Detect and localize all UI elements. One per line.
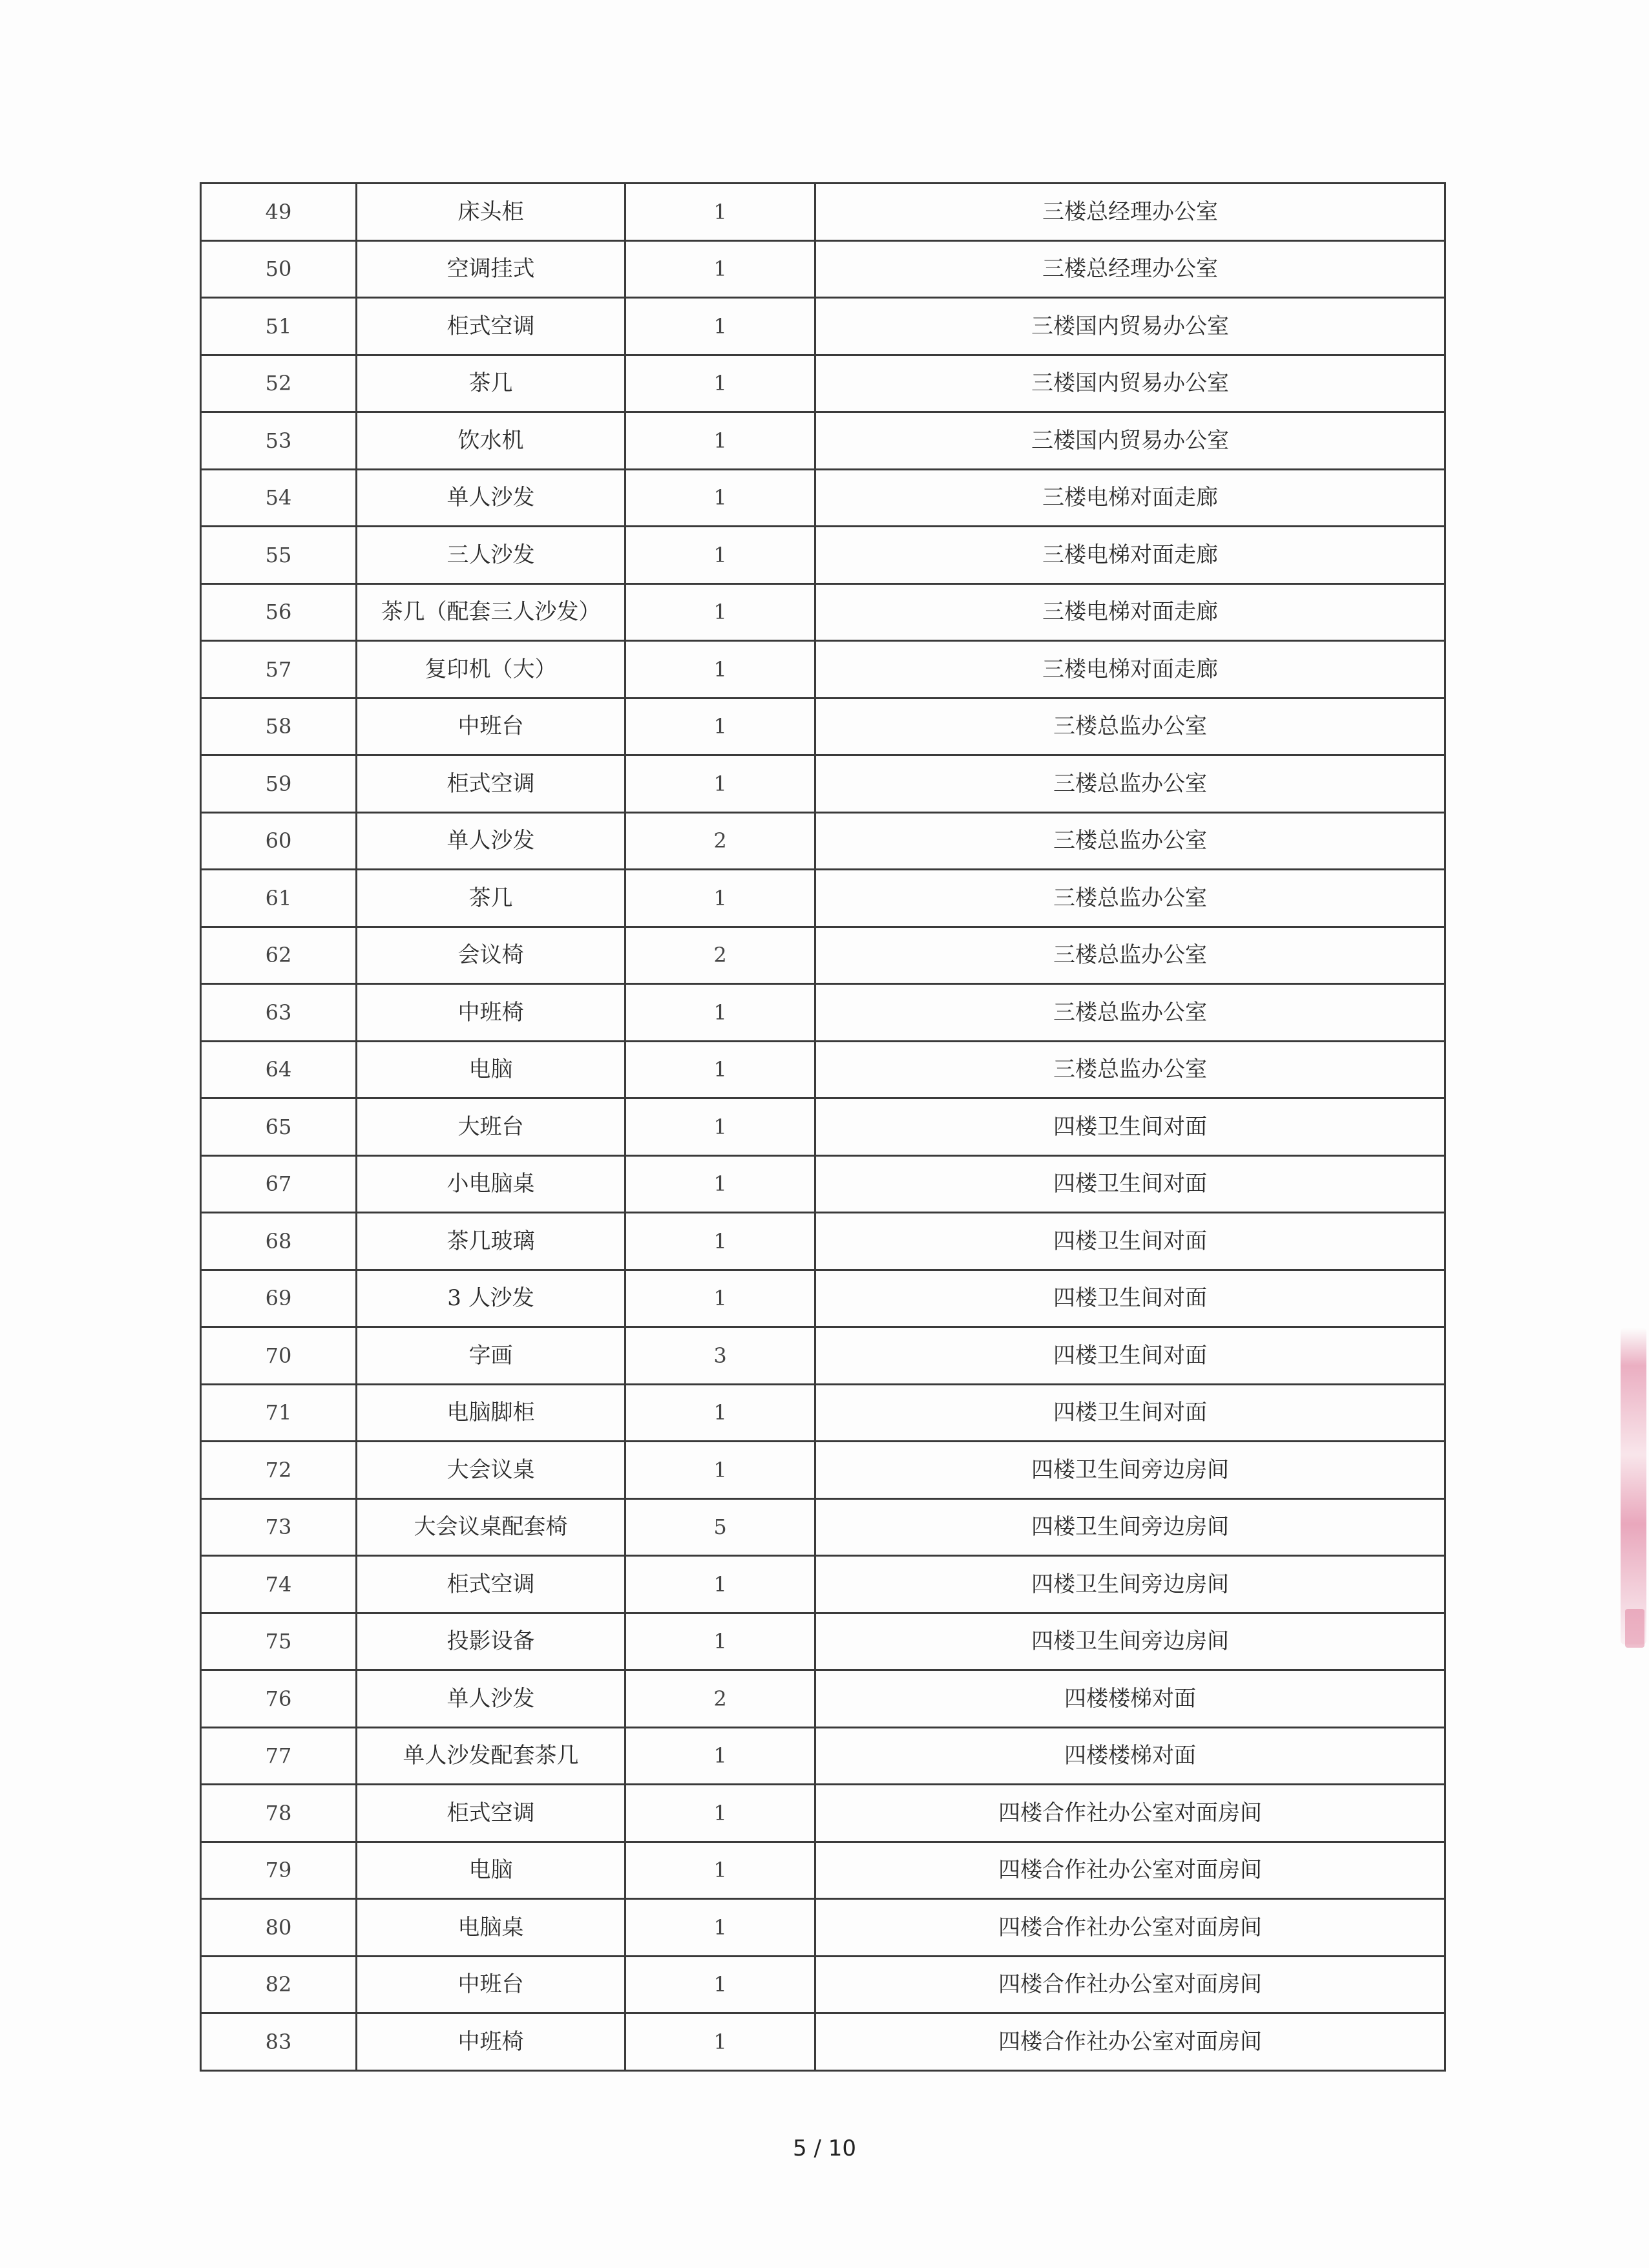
asset-table xyxy=(200,182,1446,2072)
table-row xyxy=(201,412,1445,470)
row-number: 67 xyxy=(201,1155,357,1213)
item-name: 柜式空调 xyxy=(357,1785,625,1842)
item-location: 四楼楼梯对面 xyxy=(815,1670,1445,1728)
row-number: 73 xyxy=(201,1498,357,1556)
item-quantity: 1 xyxy=(625,2013,815,2071)
item-name: 单人沙发配套茶几 xyxy=(357,1727,625,1785)
item-quantity: 1 xyxy=(625,698,815,755)
table-row xyxy=(201,1442,1445,1499)
item-name: 电脑桌 xyxy=(357,1899,625,1957)
item-quantity: 5 xyxy=(625,1498,815,1556)
row-number: 65 xyxy=(201,1098,357,1156)
item-location: 三楼总经理办公室 xyxy=(815,240,1445,298)
row-number: 79 xyxy=(201,1842,357,1899)
item-location: 三楼电梯对面走廊 xyxy=(815,527,1445,584)
item-location: 三楼国内贸易办公室 xyxy=(815,298,1445,355)
item-quantity: 2 xyxy=(625,812,815,870)
row-number: 60 xyxy=(201,812,357,870)
row-number: 53 xyxy=(201,412,357,470)
item-location: 三楼总监办公室 xyxy=(815,698,1445,755)
table-row xyxy=(201,298,1445,355)
row-number: 55 xyxy=(201,527,357,584)
table-row xyxy=(201,698,1445,755)
item-quantity: 3 xyxy=(625,1327,815,1385)
item-location: 四楼卫生间对面 xyxy=(815,1155,1445,1213)
row-number: 76 xyxy=(201,1670,357,1728)
table-row xyxy=(201,1556,1445,1613)
item-location: 四楼合作社办公室对面房间 xyxy=(815,1899,1445,1957)
table-row xyxy=(201,1155,1445,1213)
row-number: 75 xyxy=(201,1613,357,1670)
item-location: 三楼电梯对面走廊 xyxy=(815,641,1445,698)
table-row xyxy=(201,1041,1445,1098)
table-row xyxy=(201,1098,1445,1156)
table-row xyxy=(201,1842,1445,1899)
item-quantity: 1 xyxy=(625,412,815,470)
table-row xyxy=(201,1727,1445,1785)
item-quantity: 1 xyxy=(625,355,815,412)
item-quantity: 1 xyxy=(625,1270,815,1327)
row-number: 62 xyxy=(201,927,357,984)
item-quantity: 1 xyxy=(625,1098,815,1156)
item-location: 三楼电梯对面走廊 xyxy=(815,583,1445,641)
item-location: 三楼总监办公室 xyxy=(815,870,1445,927)
table-row xyxy=(201,870,1445,927)
item-name: 茶几 xyxy=(357,355,625,412)
row-number: 78 xyxy=(201,1785,357,1842)
table-row xyxy=(201,240,1445,298)
item-quantity: 1 xyxy=(625,527,815,584)
row-number: 59 xyxy=(201,755,357,813)
table-row xyxy=(201,1670,1445,1728)
table-row xyxy=(201,527,1445,584)
item-location: 四楼卫生间对面 xyxy=(815,1270,1445,1327)
item-location: 三楼总监办公室 xyxy=(815,927,1445,984)
row-number: 70 xyxy=(201,1327,357,1385)
item-quantity: 1 xyxy=(625,1556,815,1613)
item-quantity: 1 xyxy=(625,641,815,698)
table-row xyxy=(201,1785,1445,1842)
item-quantity: 1 xyxy=(625,1727,815,1785)
row-number: 50 xyxy=(201,240,357,298)
row-number: 49 xyxy=(201,184,357,241)
item-quantity: 1 xyxy=(625,1213,815,1270)
item-location: 四楼卫生间旁边房间 xyxy=(815,1498,1445,1556)
row-number: 74 xyxy=(201,1556,357,1613)
row-number: 68 xyxy=(201,1213,357,1270)
item-name: 会议椅 xyxy=(357,927,625,984)
row-number: 64 xyxy=(201,1041,357,1098)
item-location: 三楼国内贸易办公室 xyxy=(815,355,1445,412)
item-location: 四楼楼梯对面 xyxy=(815,1727,1445,1785)
asset-table-body xyxy=(201,184,1445,2071)
item-name: 小电脑桌 xyxy=(357,1155,625,1213)
item-name: 单人沙发 xyxy=(357,1670,625,1728)
item-location: 四楼合作社办公室对面房间 xyxy=(815,1956,1445,2013)
table-row xyxy=(201,641,1445,698)
table-row xyxy=(201,812,1445,870)
row-number: 52 xyxy=(201,355,357,412)
item-name: 中班椅 xyxy=(357,984,625,1042)
item-name: 空调挂式 xyxy=(357,240,625,298)
item-name: 电脑 xyxy=(357,1041,625,1098)
item-name: 茶几玻璃 xyxy=(357,1213,625,1270)
item-name: 茶几（配套三人沙发） xyxy=(357,583,625,641)
table-row xyxy=(201,927,1445,984)
item-quantity: 1 xyxy=(625,984,815,1042)
table-row xyxy=(201,1213,1445,1270)
item-quantity: 1 xyxy=(625,1155,815,1213)
item-name: 电脑 xyxy=(357,1842,625,1899)
item-location: 四楼卫生间对面 xyxy=(815,1384,1445,1442)
table-row xyxy=(201,184,1445,241)
item-name: 三人沙发 xyxy=(357,527,625,584)
row-number: 61 xyxy=(201,870,357,927)
row-number: 71 xyxy=(201,1384,357,1442)
item-quantity: 1 xyxy=(625,240,815,298)
row-number: 58 xyxy=(201,698,357,755)
item-name: 单人沙发 xyxy=(357,469,625,527)
item-quantity: 1 xyxy=(625,469,815,527)
item-name: 投影设备 xyxy=(357,1613,625,1670)
item-name: 单人沙发 xyxy=(357,812,625,870)
row-number: 72 xyxy=(201,1442,357,1499)
row-number: 54 xyxy=(201,469,357,527)
item-quantity: 1 xyxy=(625,1956,815,2013)
item-name: 大会议桌 xyxy=(357,1442,625,1499)
item-location: 三楼国内贸易办公室 xyxy=(815,412,1445,470)
item-quantity: 2 xyxy=(625,927,815,984)
table-row xyxy=(201,1899,1445,1957)
table-row xyxy=(201,469,1445,527)
row-number: 69 xyxy=(201,1270,357,1327)
item-quantity: 1 xyxy=(625,755,815,813)
row-number: 51 xyxy=(201,298,357,355)
table-row xyxy=(201,1327,1445,1385)
table-row xyxy=(201,583,1445,641)
item-name: 饮水机 xyxy=(357,412,625,470)
item-name: 茶几 xyxy=(357,870,625,927)
table-row xyxy=(201,984,1445,1042)
item-location: 四楼卫生间对面 xyxy=(815,1098,1445,1156)
item-quantity: 1 xyxy=(625,1613,815,1670)
item-location: 四楼卫生间旁边房间 xyxy=(815,1613,1445,1670)
item-quantity: 1 xyxy=(625,298,815,355)
table-row xyxy=(201,1498,1445,1556)
item-location: 三楼总监办公室 xyxy=(815,984,1445,1042)
row-number: 82 xyxy=(201,1956,357,2013)
table-row xyxy=(201,1384,1445,1442)
item-location: 三楼总监办公室 xyxy=(815,1041,1445,1098)
item-quantity: 1 xyxy=(625,870,815,927)
item-quantity: 1 xyxy=(625,1384,815,1442)
item-name: 中班台 xyxy=(357,698,625,755)
item-name: 中班椅 xyxy=(357,2013,625,2071)
item-quantity: 1 xyxy=(625,184,815,241)
item-name: 3 人沙发 xyxy=(357,1270,625,1327)
item-location: 三楼总监办公室 xyxy=(815,812,1445,870)
item-location: 四楼卫生间对面 xyxy=(815,1327,1445,1385)
row-number: 56 xyxy=(201,583,357,641)
item-quantity: 1 xyxy=(625,1442,815,1499)
item-location: 四楼合作社办公室对面房间 xyxy=(815,1785,1445,1842)
red-seal-mark xyxy=(1625,1609,1644,1648)
item-location: 三楼电梯对面走廊 xyxy=(815,469,1445,527)
item-name: 大班台 xyxy=(357,1098,625,1156)
item-name: 柜式空调 xyxy=(357,1556,625,1613)
page-number: 5 / 10 xyxy=(793,2136,856,2161)
item-location: 四楼卫生间旁边房间 xyxy=(815,1556,1445,1613)
item-location: 四楼卫生间旁边房间 xyxy=(815,1442,1445,1499)
table-row xyxy=(201,1270,1445,1327)
table-row xyxy=(201,355,1445,412)
item-name: 中班台 xyxy=(357,1956,625,2013)
row-number: 63 xyxy=(201,984,357,1042)
table-row xyxy=(201,755,1445,813)
item-name: 床头柜 xyxy=(357,184,625,241)
item-quantity: 1 xyxy=(625,1041,815,1098)
row-number: 83 xyxy=(201,2013,357,2071)
item-location: 三楼总经理办公室 xyxy=(815,184,1445,241)
item-quantity: 1 xyxy=(625,1899,815,1957)
item-name: 柜式空调 xyxy=(357,755,625,813)
item-quantity: 1 xyxy=(625,1842,815,1899)
item-location: 四楼合作社办公室对面房间 xyxy=(815,1842,1445,1899)
table-row xyxy=(201,1613,1445,1670)
item-location: 四楼卫生间对面 xyxy=(815,1213,1445,1270)
table-row xyxy=(201,1956,1445,2013)
item-location: 四楼合作社办公室对面房间 xyxy=(815,2013,1445,2071)
red-seal-fragment xyxy=(1621,1328,1646,1644)
item-name: 柜式空调 xyxy=(357,298,625,355)
item-name: 大会议桌配套椅 xyxy=(357,1498,625,1556)
item-location: 三楼总监办公室 xyxy=(815,755,1445,813)
item-name: 电脑脚柜 xyxy=(357,1384,625,1442)
table-row xyxy=(201,2013,1445,2071)
row-number: 57 xyxy=(201,641,357,698)
row-number: 77 xyxy=(201,1727,357,1785)
item-quantity: 1 xyxy=(625,1785,815,1842)
item-name: 字画 xyxy=(357,1327,625,1385)
item-name: 复印机（大） xyxy=(357,641,625,698)
item-quantity: 2 xyxy=(625,1670,815,1728)
row-number: 80 xyxy=(201,1899,357,1957)
item-quantity: 1 xyxy=(625,583,815,641)
